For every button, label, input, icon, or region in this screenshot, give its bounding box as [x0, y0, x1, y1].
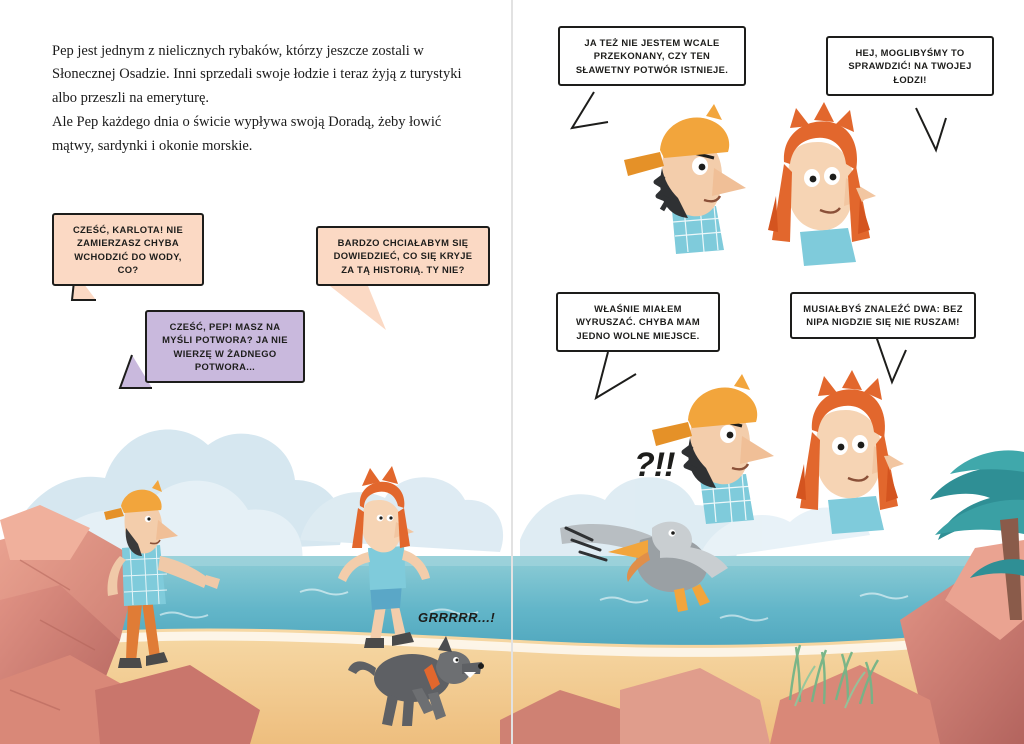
- character-pep-top-right: [624, 104, 746, 254]
- speech-bubble-pep-left: CZEŚĆ, KARLOTA! NIE ZAMIERZASZ CHYBA WCHODZIĆ DO WODY, CO?: [52, 213, 204, 286]
- narrative-paragraph-2: Ale Pep każdego dnia o świcie wypływa swoją Doradą, żeby łowić mątwy, sardynki i okonie morskie.: [52, 114, 442, 154]
- narrative-text-block: [52, 40, 472, 159]
- speech-bubble-karlota-mid-right: MUSIAŁBYŚ ZNALEŹĆ DWA: BEZ NIPA NIGDZIE SIĘ NIE RUSZAM!: [790, 292, 976, 339]
- character-karlota-top-right: [768, 102, 876, 266]
- speech-bubble-karlota-top-right: HEJ, MOGLIBYŚMY TO SPRAWDZIĆ! NA TWOJEJ ŁODZI!: [826, 36, 994, 96]
- narrative-paragraph-1: Pep jest jednym z nielicznych rybaków, którzy jeszcze zostali w Słonecznej Osadzie. Inni sprzedali swoje łodzie i teraz żyją z turystyki albo przeszli na emeryturę.: [52, 43, 462, 106]
- page-gutter: [511, 0, 513, 744]
- sound-effect-dog-growl: GRRRRR...!: [418, 610, 496, 625]
- speech-bubble-karlota-left-2: BARDZO CHCIAŁABYM SIĘ DOWIEDZIEĆ, CO SIĘ KRYJE ZA TĄ HISTORIĄ. TY NIE?: [316, 226, 490, 286]
- speech-bubble-karlota-left: CZEŚĆ, PEP! MASZ NA MYŚLI POTWORA? JA NIE WIERZĘ W ŻADNEGO POTWORA...: [145, 310, 305, 383]
- speech-bubble-pep-top-right: JA TEŻ NIE JESTEM WCALE PRZEKONANY, CZY TEN SŁAWETNY POTWÓR ISTNIEJE.: [558, 26, 746, 86]
- sound-effect-bird-surprise: ?!!: [634, 446, 675, 484]
- speech-bubble-pep-mid-right: WŁAŚNIE MIAŁEM WYRUSZAĆ. CHYBA MAM JEDNO WOLNE MIEJSCE.: [556, 292, 720, 352]
